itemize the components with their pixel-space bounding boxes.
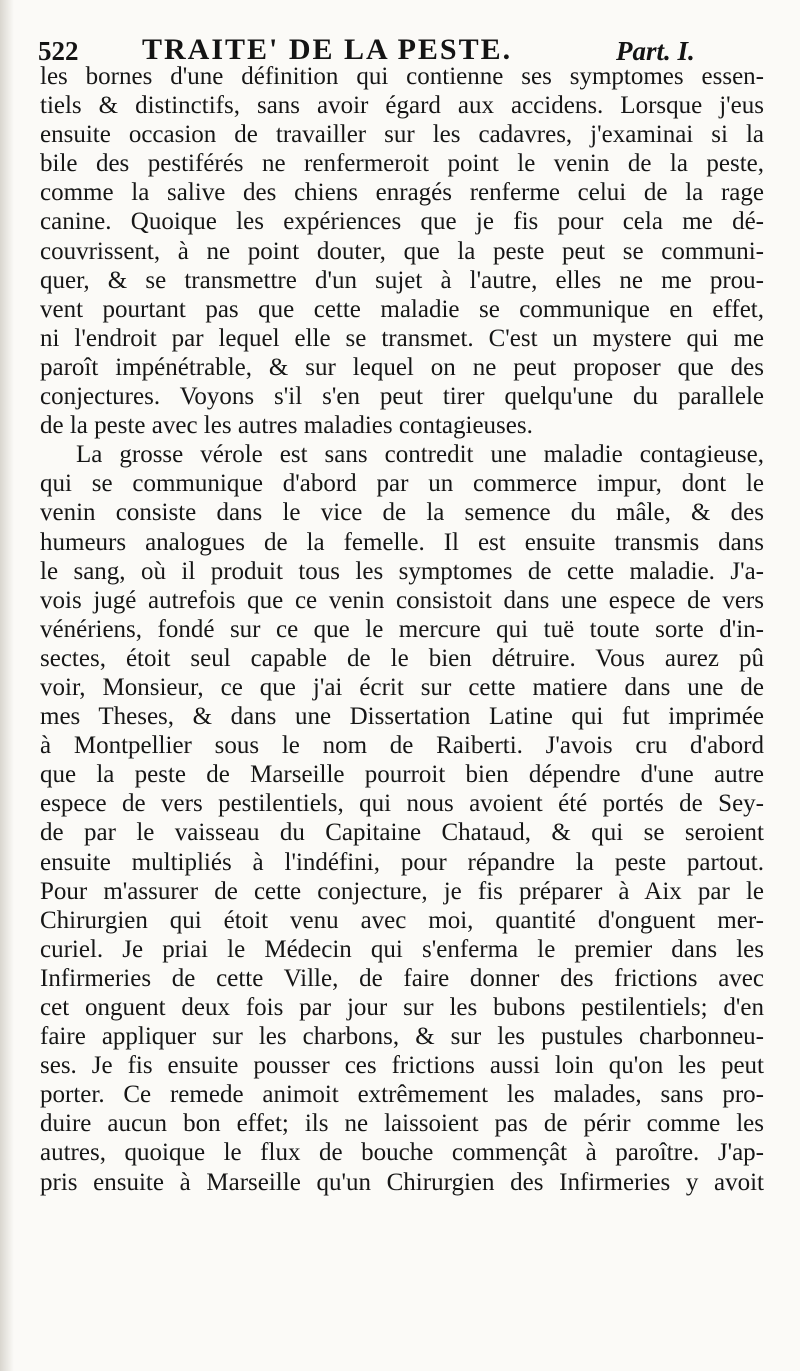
text-line: à Montpellier sous le nom de Raiberti. J'avois cru d'abord xyxy=(40,732,764,760)
text-line: quer, & se transmettre d'un sujet à l'autre, elles ne me prou- xyxy=(40,266,764,294)
text-line: bile des pestiférés ne renfermeroit point le venin de la peste, xyxy=(40,150,764,178)
text-line: canine. Quoique les expériences que je fis pour cela me dé- xyxy=(40,208,764,236)
paragraph-start-line: La grosse vérole est sans contredit une maladie contagieuse, xyxy=(76,441,764,469)
text-line: conjectures. Voyons s'il s'en peut tirer quelqu'une du parallele xyxy=(40,383,764,411)
text-line: duire aucun bon effet; ils ne laissoient pas de périr comme les xyxy=(40,1110,764,1138)
text-line: voir, Monsieur, ce que j'ai écrit sur cette matiere dans une de xyxy=(40,673,764,701)
text-line: sectes, étoit seul capable de le bien détruire. Vous aurez pû xyxy=(40,644,764,672)
body-text xyxy=(40,62,764,1197)
text-line: tiels & distinctifs, sans avoir égard aux accidens. Lorsque j'eus xyxy=(40,92,764,120)
text-line: vois jugé autrefois que ce venin consistoit dans une espece de vers xyxy=(40,586,764,614)
text-line: Chirurgien qui étoit venu avec moi, quantité d'onguent mer- xyxy=(40,906,764,934)
text-line: vénériens, fondé sur ce que le mercure qui tuë toute sorte d'in- xyxy=(40,615,764,643)
text-line: humeurs analogues de la femelle. Il est ensuite transmis dans xyxy=(40,528,764,556)
running-title: TRAITE' DE LA PESTE. xyxy=(142,33,513,66)
text-line: venin consiste dans le vice de la semence du mâle, & des xyxy=(40,499,764,527)
text-line: que la peste de Marseille pourroit bien dépendre d'une autre xyxy=(40,761,764,789)
text-line: Pour m'assurer de cette conjecture, je fis préparer à Aix par le xyxy=(40,877,764,905)
text-line: cet onguent deux fois par jour sur les bubons pestilentiels; d'en xyxy=(40,994,764,1021)
text-line: espece de vers pestilentiels, qui nous avoient été portés de Sey- xyxy=(40,790,764,818)
text-line: ses. Je fis ensuite pousser ces frictions aussi loin qu'on les peut xyxy=(40,1052,764,1080)
text-line: les bornes d'une définition qui contienne ses symptomes essen- xyxy=(40,63,764,90)
text-line: ensuite multipliés à l'indéfini, pour répandre la peste partout. xyxy=(40,848,764,876)
text-line: vent pourtant pas que cette maladie se communique en effet, xyxy=(40,295,764,323)
binding-shadow xyxy=(0,0,14,1371)
text-line: mes Theses, & dans une Dissertation Latine qui fut imprimée xyxy=(40,703,764,731)
paragraph-end-line: de la peste avec les autres maladies contagieuses. xyxy=(40,412,533,440)
text-line: curiel. Je priai le Médecin qui s'enferma le premier dans les xyxy=(40,935,764,963)
text-line: autres, quoique le flux de bouche commençât à paroître. J'ap- xyxy=(40,1139,764,1167)
text-line: de par le vaisseau du Capitaine Chataud, & qui se seroient xyxy=(40,819,764,847)
text-line: couvrissent, à ne point douter, que la peste peut se communi- xyxy=(40,237,764,265)
text-line: ensuite occasion de travailler sur les cadavres, j'examinai si la xyxy=(40,121,764,149)
text-line: le sang, où il produit tous les symptomes de cette maladie. J'a- xyxy=(40,557,764,585)
text-line: ni l'endroit par lequel elle se transmet. C'est un mystere qui me xyxy=(40,324,764,352)
text-line: paroît impénétrable, & sur lequel on ne peut proposer que des xyxy=(40,353,764,381)
text-line: porter. Ce remede animoit extrêmement les malades, sans pro- xyxy=(40,1081,764,1109)
text-line: pris ensuite à Marseille qu'un Chirurgien des Infirmeries y avoit xyxy=(40,1168,764,1196)
text-line: Infirmeries de cette Ville, de faire donner des frictions avec xyxy=(40,964,764,992)
text-line: faire appliquer sur les charbons, & sur les pustules charbonneu- xyxy=(40,1023,764,1051)
text-line: qui se communique d'abord par un commerce impur, dont le xyxy=(40,470,764,498)
part-label: Part. I. xyxy=(616,36,695,66)
text-line: comme la salive des chiens enragés renferme celui de la rage xyxy=(40,179,764,207)
page-number: 522 xyxy=(38,36,79,66)
